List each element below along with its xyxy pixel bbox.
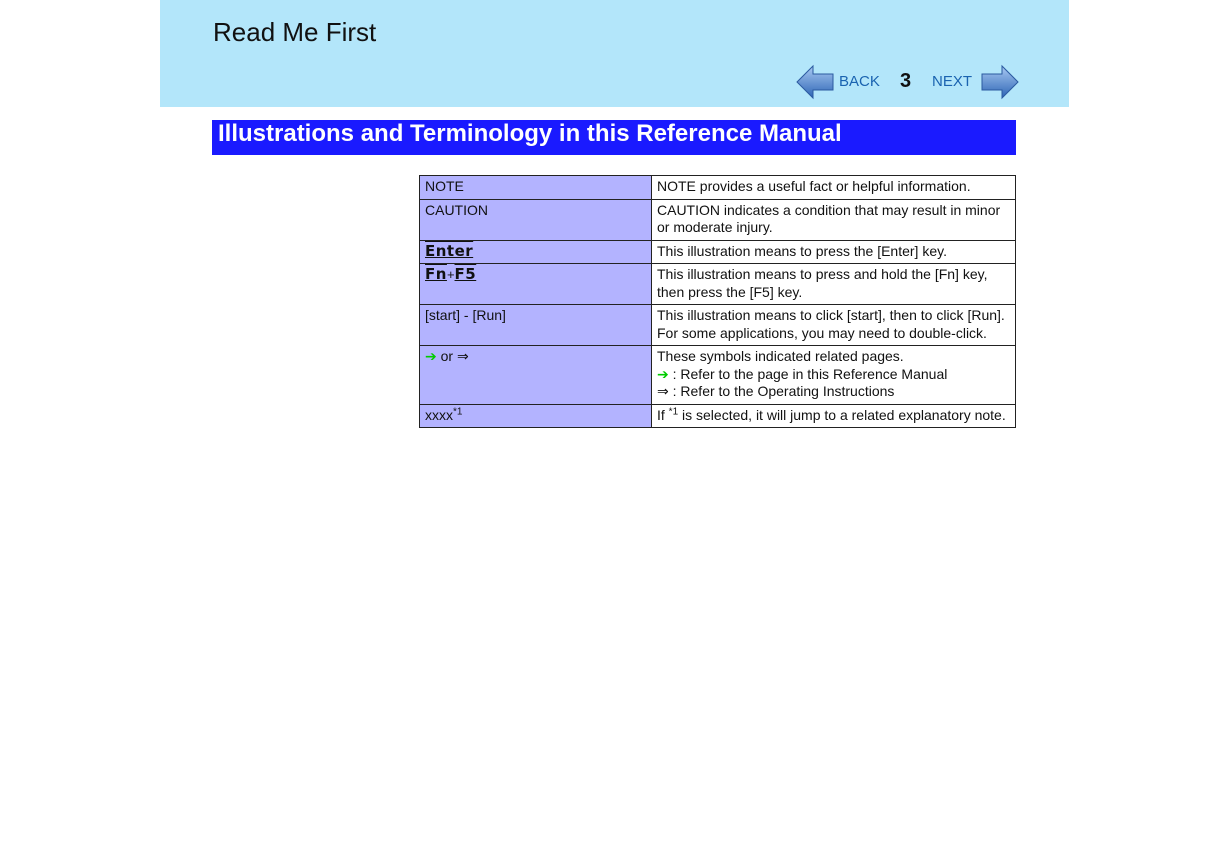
description-text: If <box>657 406 669 423</box>
next-button[interactable]: NEXT <box>932 73 973 90</box>
green-arrow-icon: ➔ <box>425 348 437 364</box>
table-row <box>420 240 1016 264</box>
term-cell: CAUTION <box>420 199 652 240</box>
table-row <box>420 199 1016 240</box>
term-cell <box>420 264 652 305</box>
or-text: or <box>436 348 457 364</box>
term-cell: [start] - [Run] <box>420 305 652 346</box>
green-arrow-icon: ➔ <box>657 365 669 382</box>
back-button[interactable]: BACK <box>839 73 880 90</box>
description-cell: This illustration means to press and hold the [Fn] key, then press the [F5] key. <box>652 264 1016 305</box>
term-cell <box>420 404 652 428</box>
plus-sign: + <box>446 267 455 282</box>
description-cell: This illustration means to press the [Enter] key. <box>652 240 1016 264</box>
next-arrow-icon[interactable] <box>980 64 1020 105</box>
enter-key-label: Enter <box>425 241 474 260</box>
footnote-marker: *1 <box>453 405 463 417</box>
description-text: : Refer to the Operating Instructions <box>668 383 895 399</box>
description-line: These symbols indicated related pages. <box>657 348 904 364</box>
description-cell <box>652 404 1016 428</box>
table-row <box>420 264 1016 305</box>
section-heading: Illustrations and Terminology in this Reference Manual <box>212 120 1016 155</box>
fn-key-label: Fn <box>425 265 447 283</box>
description-cell: This illustration means to click [start], then to click [Run]. For some applications, you may need to double-click. <box>652 305 1016 346</box>
double-arrow-icon: ⇒ <box>456 348 469 364</box>
description-cell: CAUTION indicates a condition that may result in minor or moderate injury. <box>652 199 1016 240</box>
description-cell: NOTE provides a useful fact or helpful information. <box>652 176 1016 200</box>
terminology-table <box>419 175 1016 428</box>
description-text: : Refer to the page in this Reference Manual <box>668 365 948 382</box>
description-text: is selected, it will jump to a related explanatory note. <box>678 406 1006 423</box>
page-navigation <box>795 64 1020 100</box>
term-cell <box>420 240 652 264</box>
description-line <box>657 383 1010 401</box>
term-cell <box>420 346 652 405</box>
document-title: Read Me First <box>213 17 377 47</box>
description-line <box>657 366 1010 384</box>
table-row <box>420 176 1016 200</box>
term-cell: NOTE <box>420 176 652 200</box>
back-arrow-icon[interactable] <box>795 64 835 105</box>
table-row <box>420 404 1016 428</box>
page-number: 3 <box>900 70 912 92</box>
term-text: xxxx <box>425 406 453 423</box>
page-header <box>160 0 1069 107</box>
table-row <box>420 346 1016 405</box>
f5-key-label: F5 <box>454 265 477 283</box>
description-cell <box>652 346 1016 405</box>
table-row <box>420 305 1016 346</box>
footnote-marker: *1 <box>668 405 679 417</box>
double-arrow-icon: ⇒ <box>657 383 669 399</box>
